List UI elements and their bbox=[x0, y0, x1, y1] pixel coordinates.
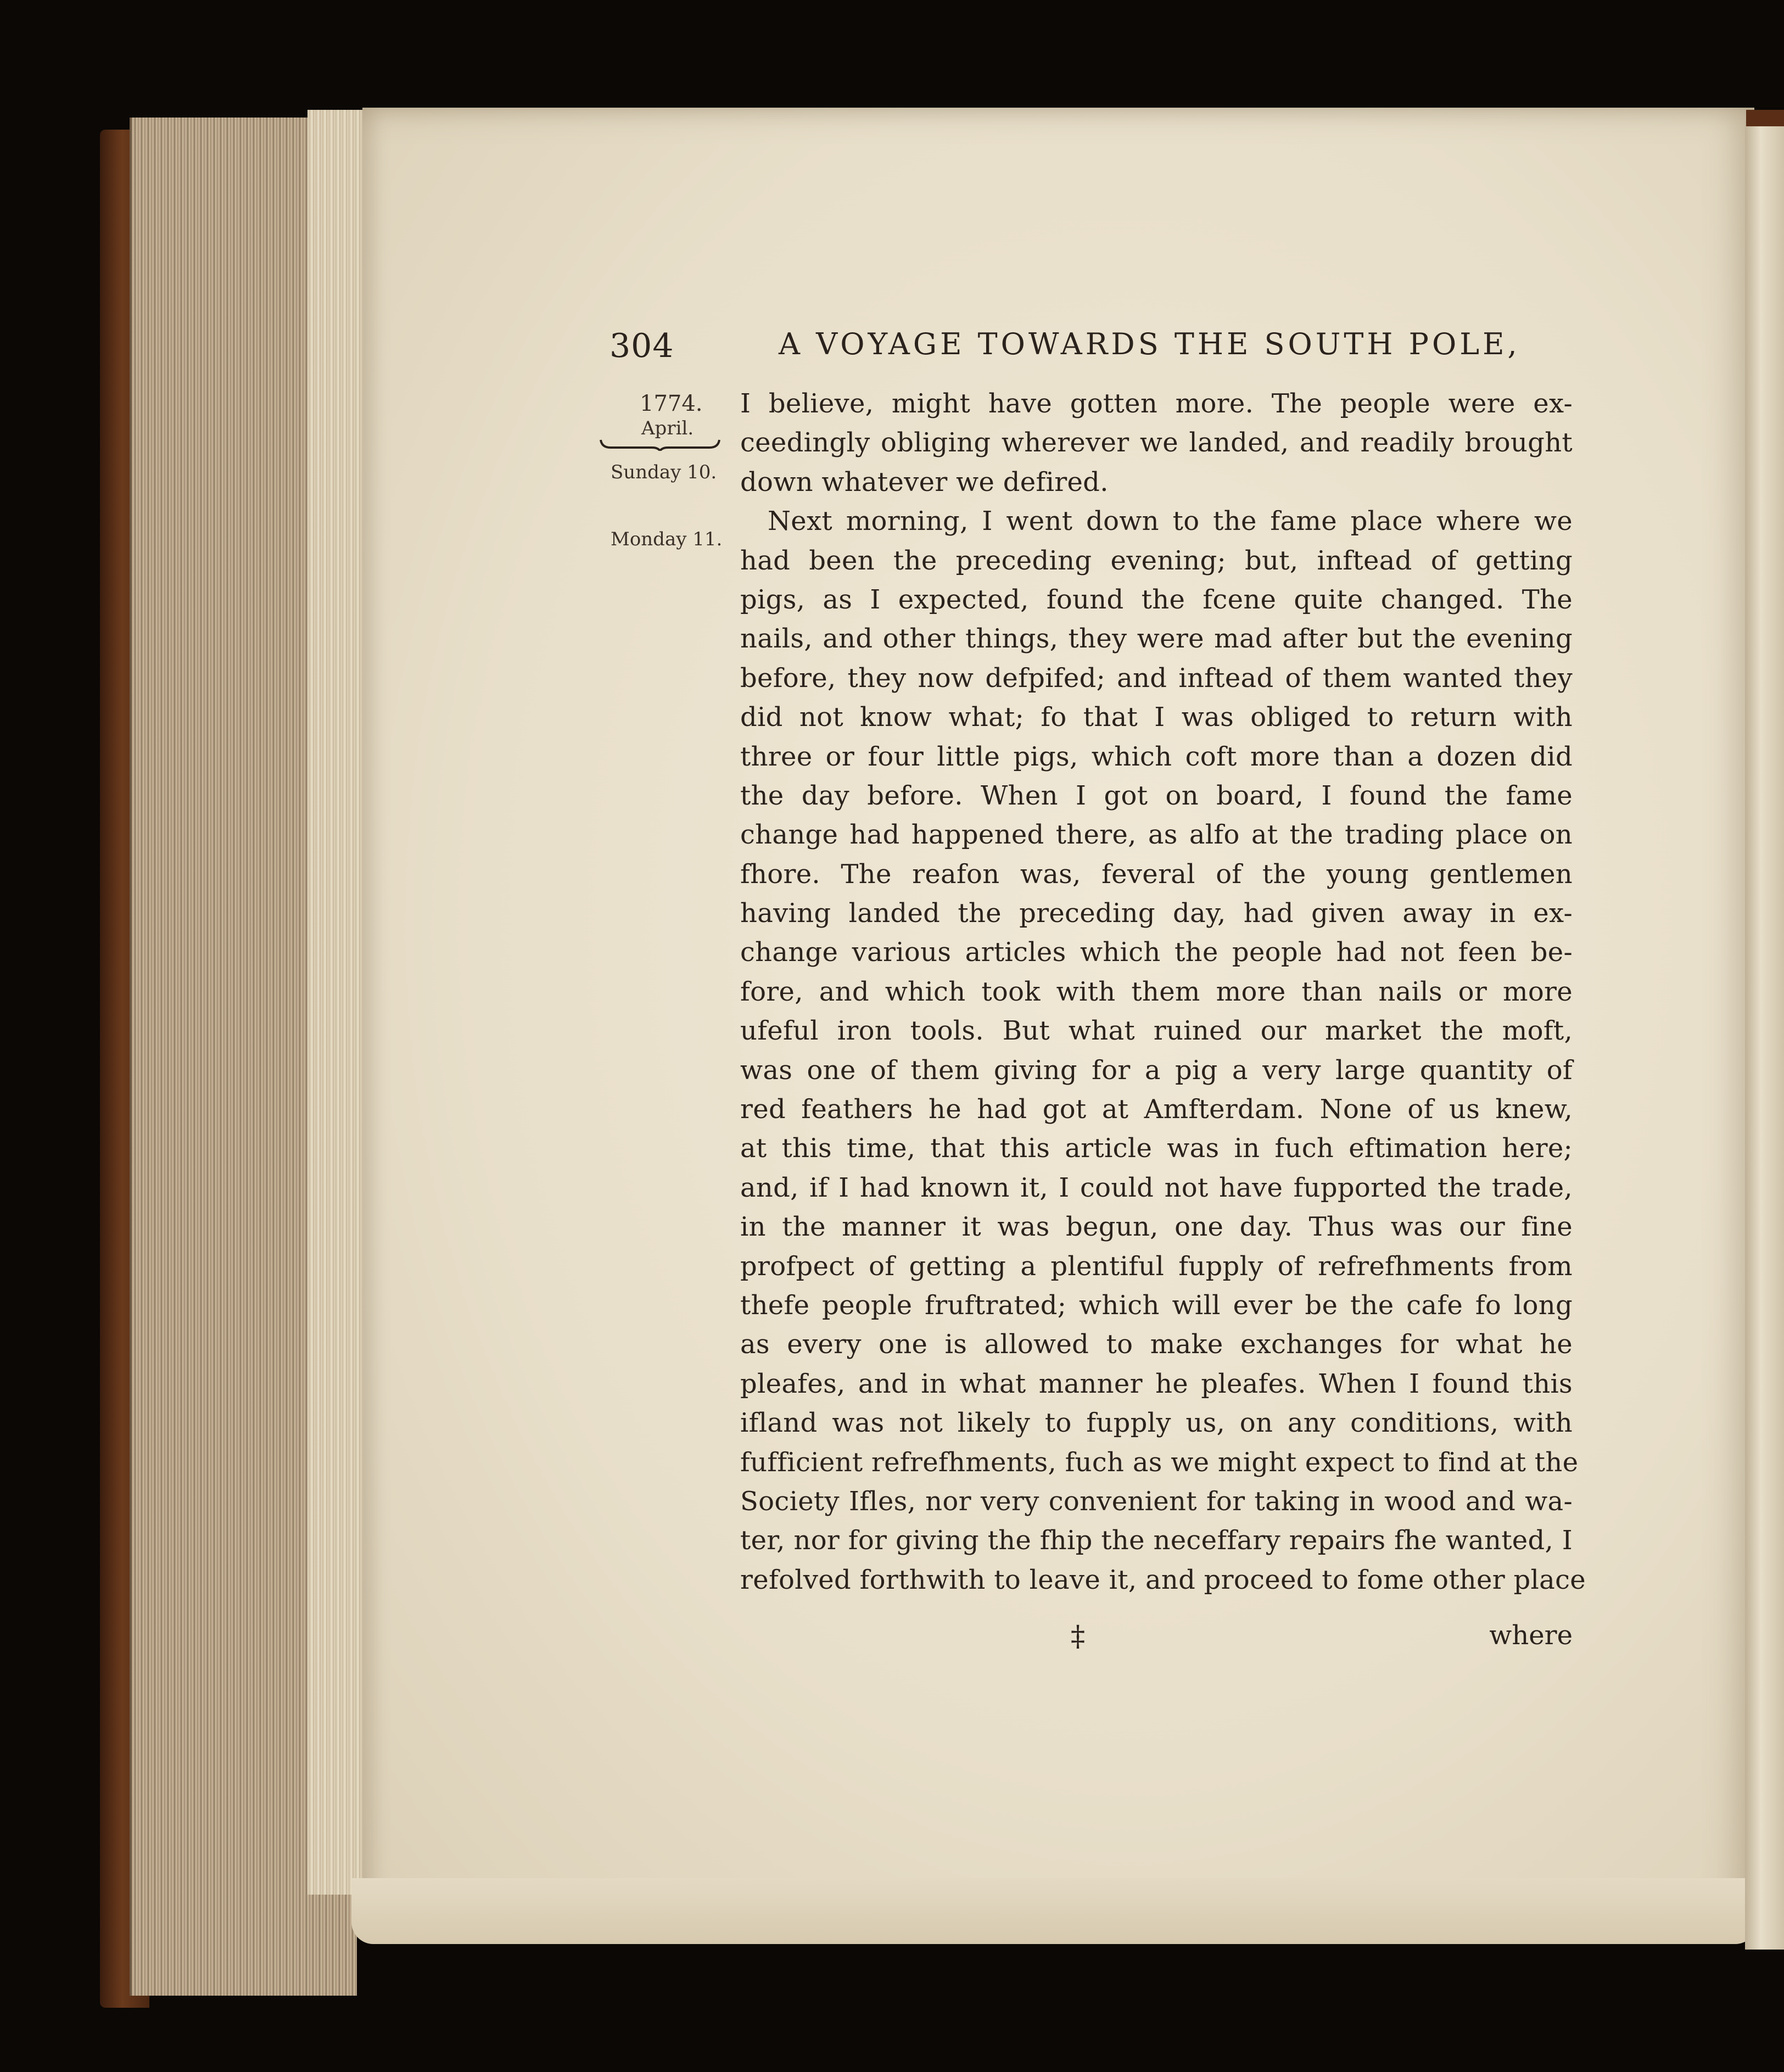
text-line: refolved forthwith to leave it, and proceed to fome other place bbox=[740, 1564, 1586, 1595]
text-line: fore, and which took with them more than nails or more bbox=[740, 976, 1573, 1007]
text-line: ceedingly obliging wherever we landed, and readily brought bbox=[740, 427, 1573, 459]
text-line: had been the preceding evening; but, inftead of getting bbox=[740, 545, 1573, 576]
text-line: before, they now defpifed; and inftead of them wanted they bbox=[740, 662, 1573, 694]
text-line: nails, and other things, they were mad after but the evening bbox=[740, 623, 1573, 655]
text-line: at this time, that this article was in fuch eftimation here; bbox=[740, 1133, 1573, 1164]
text-line: the day before. When I got on board, I found the fame bbox=[740, 780, 1573, 811]
text-line: in the manner it was begun, one day. Thus was our fine bbox=[740, 1211, 1573, 1243]
text-line: having landed the preceding day, had given away in ex- bbox=[740, 898, 1573, 929]
text-line: ter, nor for giving the fhip the neceffary repairs fhe wanted, I bbox=[740, 1525, 1573, 1556]
signature-mark: ‡ bbox=[1071, 1620, 1085, 1653]
page-footer bbox=[740, 1620, 1573, 1658]
text-line: as every one is allowed to make exchanges for what he bbox=[740, 1329, 1573, 1360]
margin-month: April. bbox=[641, 417, 694, 439]
text-line: pleafes, and in what manner he pleafes. When I found this bbox=[740, 1368, 1573, 1399]
text-line: did not know what; fo that I was obliged to return with bbox=[740, 702, 1573, 733]
text-line: ufeful iron tools. But what ruined our market the moft, bbox=[740, 1015, 1573, 1047]
margin-date-sunday: Sunday 10. bbox=[611, 461, 717, 483]
running-head: A VOYAGE TOWARDS THE SOUTH POLE, bbox=[779, 327, 1520, 361]
text-line: change had happened there, as alfo at the trading place on bbox=[740, 819, 1573, 851]
catchword: where bbox=[1489, 1620, 1573, 1651]
text-line: thefe people fruftrated; which will ever be the cafe fo long bbox=[740, 1289, 1573, 1321]
text-line: down whatever we defired. bbox=[740, 466, 1109, 498]
text-line: was one of them giving for a pig a very large quantity of bbox=[740, 1054, 1573, 1086]
text-line: Next morning, I went down to the fame place where we bbox=[768, 506, 1573, 537]
text-line: three or four little pigs, which coft more than a dozen did bbox=[740, 741, 1573, 772]
text-line: pigs, as I expected, found the fcene quite changed. The bbox=[740, 584, 1573, 615]
text-line: I believe, might have gotten more. The people were ex- bbox=[740, 388, 1573, 419]
page-number: 304 bbox=[609, 327, 674, 365]
margin-year: 1774. bbox=[640, 391, 703, 416]
text-line: ifland was not likely to fupply us, on any conditions, with bbox=[740, 1408, 1573, 1439]
text-line: and, if I had known it, I could not have fupported the trade, bbox=[740, 1172, 1573, 1203]
text-line: red feathers he had got at Amfterdam. None of us knew, bbox=[740, 1094, 1573, 1125]
body-text bbox=[740, 384, 1586, 1600]
margin-brace-icon bbox=[600, 438, 720, 451]
text-line: Society Ifles, nor very convenient for taking in wood and wa- bbox=[740, 1485, 1573, 1517]
text-line: profpect of getting a plentiful fupply of refrefhments from bbox=[740, 1250, 1573, 1282]
text-line: fhore. The reafon was, feveral of the young gentlemen bbox=[740, 858, 1573, 890]
margin-date-monday: Monday 11. bbox=[611, 528, 723, 550]
text-line: fufficient refrefhments, fuch as we might expect to find at the bbox=[740, 1447, 1579, 1478]
text-line: change various articles which the people had not feen be- bbox=[740, 937, 1573, 968]
